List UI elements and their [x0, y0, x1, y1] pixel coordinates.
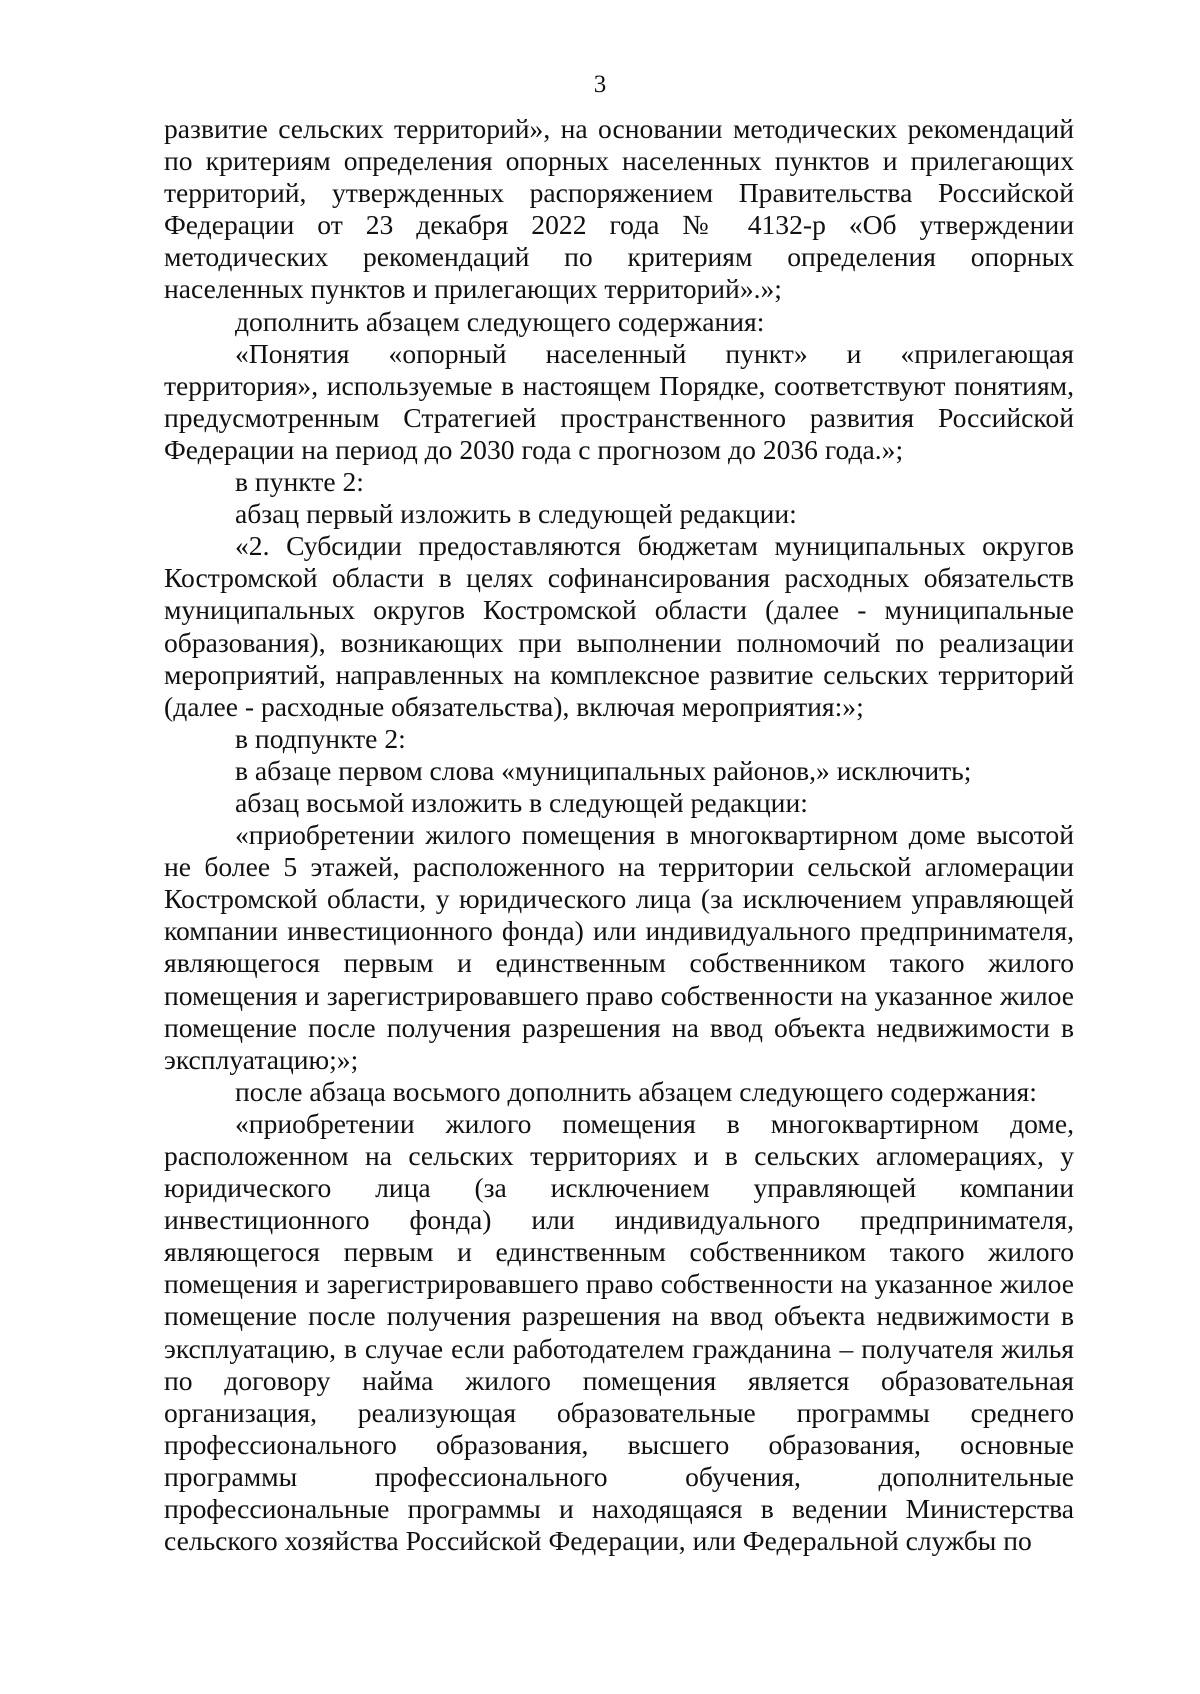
- paragraph-2: дополнить абзацем следующего содержания:: [235, 305, 765, 337]
- paragraph-1: развитие сельских территорий», на основании методических рекомендаций по критериям определения опорных населенных пунктов и прилегающих территорий, утвержденных распоряжением Правительства Российской Федерации от 23 декабря 2022 года № 4132-р «Об утверждении методических рекомендаций по критериям определения опорных населенных пунктов и прилегающих территорий».»;: [164, 113, 1074, 305]
- paragraph-5: абзац первый изложить в следующей редакции:: [235, 498, 797, 530]
- paragraph-8: в абзаце первом слова «муниципальных районов,» исключить;: [235, 754, 972, 786]
- paragraph-7: в подпункте 2:: [235, 722, 406, 754]
- paragraph-6: «2. Субсидии предоставляются бюджетам муниципальных округов Костромской области в целях софинансирования расходных обязательств муниципальных округов Костромской области (далее - муниципальные образования), возникающих при выполнении полномочий по реализации мероприятий, направленных на комплексное развитие сельских территорий (далее - расходные обязательства), включая мероприятия:»;: [164, 530, 1074, 722]
- paragraph-12: «приобретении жилого помещения в многоквартирном доме, расположенном на сельских территориях и в сельских агломерациях, у юридического лица (за исключением управляющей компании инвестиционного фонда) или индивидуального предпринимателя, являющегося первым и единственным собственником такого жилого помещения и зарегистрировавшего право собственности на указанное жилое помещение после получения разрешения на ввод объекта недвижимости в эксплуатацию, в случае если работодателем гражданина – получателя жилья по договору найма жилого помещения является образовательная организация, реализующая образовательные программы среднего профессионального образования, высшего образования, основные программы профессионального обучения, дополнительные профессиональные программы и находящаяся в ведении Министерства сельского хозяйства Российской Федерации, или Федеральной службы по: [164, 1107, 1074, 1557]
- paragraph-9: абзац восьмой изложить в следующей редакции:: [235, 786, 808, 818]
- paragraph-4: в пункте 2:: [235, 466, 364, 498]
- paragraph-3: «Понятия «опорный населенный пункт» и «прилегающая территория», используемые в настоящем Порядке, соответствуют понятиям, предусмотренным Стратегией пространственного развития Российской Федерации на период до 2030 года с прогнозом до 2036 года.»;: [164, 337, 1074, 465]
- paragraph-11: после абзаца восьмого дополнить абзацем следующего содержания:: [235, 1075, 1037, 1107]
- page-number: 3: [593, 71, 607, 98]
- document-body: [164, 113, 1074, 1557]
- paragraph-10: «приобретении жилого помещения в многоквартирном доме высотой не более 5 этажей, расположенного на территории сельской агломерации Костромской области, у юридического лица (за исключением управляющей компании инвестиционного фонда) или индивидуального предпринимателя, являющегося первым и единственным собственником такого жилого помещения и зарегистрировавшего право собственности на указанное жилое помещение после получения разрешения на ввод объекта недвижимости в эксплуатацию;»;: [164, 819, 1074, 1075]
